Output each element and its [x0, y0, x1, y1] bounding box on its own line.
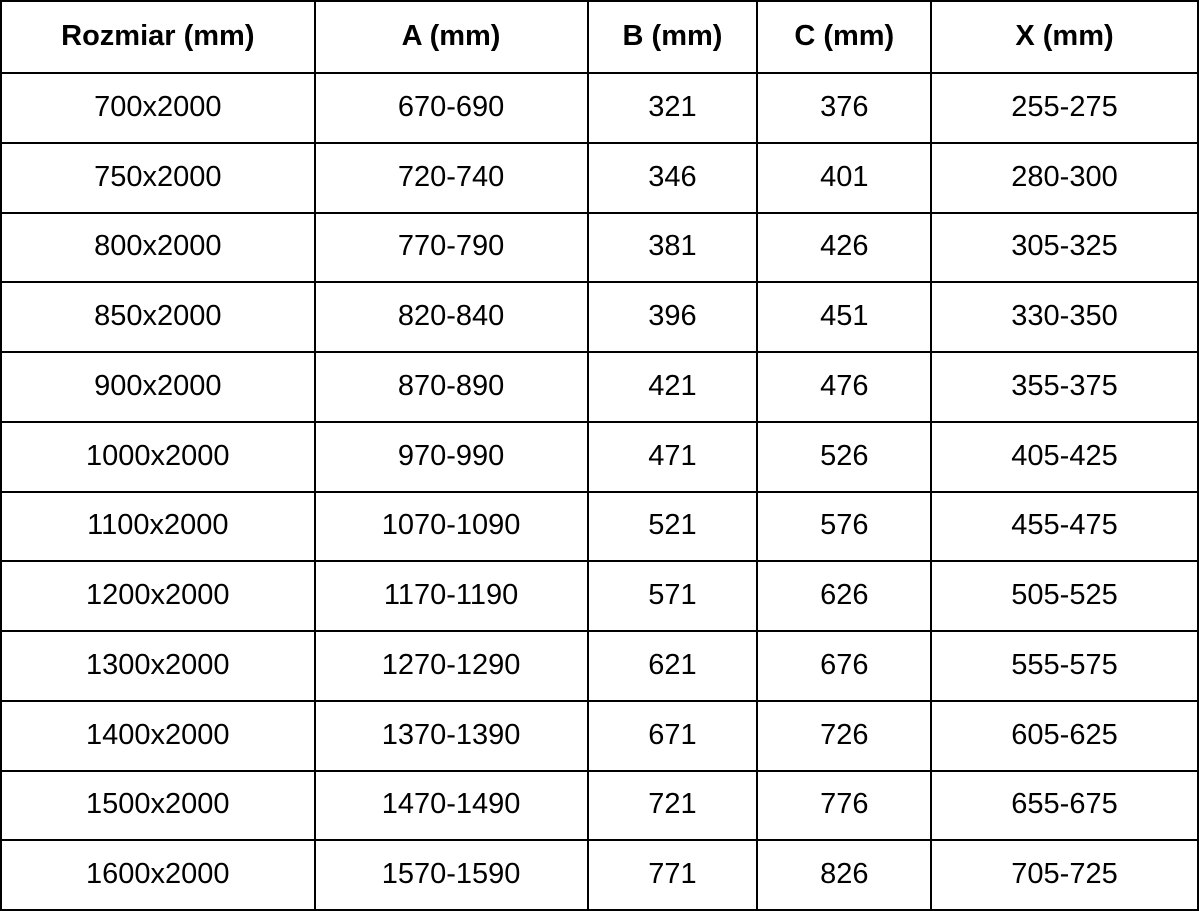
- column-header: A (mm): [315, 1, 588, 73]
- table-cell: 1200x2000: [1, 561, 315, 631]
- table-cell: 576: [757, 492, 931, 562]
- table-cell: 1070-1090: [315, 492, 588, 562]
- table-cell: 771: [588, 840, 758, 910]
- column-header: C (mm): [757, 1, 931, 73]
- table-cell: 455-475: [931, 492, 1198, 562]
- table-cell: 396: [588, 282, 758, 352]
- table-cell: 555-575: [931, 631, 1198, 701]
- table-cell: 870-890: [315, 352, 588, 422]
- table-row: [1, 701, 1198, 771]
- table-cell: 776: [757, 771, 931, 841]
- table-cell: 355-375: [931, 352, 1198, 422]
- table-row: [1, 73, 1198, 143]
- table-cell: 1600x2000: [1, 840, 315, 910]
- table-cell: 700x2000: [1, 73, 315, 143]
- column-header: Rozmiar (mm): [1, 1, 315, 73]
- table-cell: 720-740: [315, 143, 588, 213]
- table-cell: 726: [757, 701, 931, 771]
- table-cell: 655-675: [931, 771, 1198, 841]
- table-cell: 571: [588, 561, 758, 631]
- table-row: [1, 352, 1198, 422]
- table-cell: 1300x2000: [1, 631, 315, 701]
- table-row: [1, 492, 1198, 562]
- table-cell: 305-325: [931, 213, 1198, 283]
- table-cell: 1500x2000: [1, 771, 315, 841]
- table-row: [1, 213, 1198, 283]
- table-cell: 1570-1590: [315, 840, 588, 910]
- table-row: [1, 840, 1198, 910]
- table-cell: 521: [588, 492, 758, 562]
- table-cell: 676: [757, 631, 931, 701]
- table-row: [1, 561, 1198, 631]
- table-cell: 505-525: [931, 561, 1198, 631]
- table-cell: 671: [588, 701, 758, 771]
- header-row: [1, 1, 1198, 73]
- table-cell: 426: [757, 213, 931, 283]
- table-cell: 330-350: [931, 282, 1198, 352]
- column-header: X (mm): [931, 1, 1198, 73]
- table-cell: 770-790: [315, 213, 588, 283]
- table-cell: 255-275: [931, 73, 1198, 143]
- table-cell: 451: [757, 282, 931, 352]
- table-cell: 405-425: [931, 422, 1198, 492]
- table-cell: 621: [588, 631, 758, 701]
- table-cell: 1000x2000: [1, 422, 315, 492]
- table-cell: 900x2000: [1, 352, 315, 422]
- table-row: [1, 282, 1198, 352]
- column-header: B (mm): [588, 1, 758, 73]
- table-row: [1, 422, 1198, 492]
- table-cell: 721: [588, 771, 758, 841]
- table-cell: 1100x2000: [1, 492, 315, 562]
- table-cell: 800x2000: [1, 213, 315, 283]
- table-cell: 401: [757, 143, 931, 213]
- table-cell: 670-690: [315, 73, 588, 143]
- table-cell: 1470-1490: [315, 771, 588, 841]
- table-cell: 280-300: [931, 143, 1198, 213]
- table-cell: 826: [757, 840, 931, 910]
- table-row: [1, 771, 1198, 841]
- table-cell: 1170-1190: [315, 561, 588, 631]
- table-cell: 346: [588, 143, 758, 213]
- table-cell: 626: [757, 561, 931, 631]
- table-cell: 1400x2000: [1, 701, 315, 771]
- table-cell: 1370-1390: [315, 701, 588, 771]
- table-row: [1, 143, 1198, 213]
- table-cell: 321: [588, 73, 758, 143]
- table-cell: 381: [588, 213, 758, 283]
- table-cell: 476: [757, 352, 931, 422]
- table-cell: 421: [588, 352, 758, 422]
- table-body: [1, 73, 1198, 910]
- table-cell: 750x2000: [1, 143, 315, 213]
- table-cell: 605-625: [931, 701, 1198, 771]
- table-row: [1, 631, 1198, 701]
- table-cell: 820-840: [315, 282, 588, 352]
- table-cell: 526: [757, 422, 931, 492]
- table-cell: 376: [757, 73, 931, 143]
- table-cell: 1270-1290: [315, 631, 588, 701]
- table-cell: 970-990: [315, 422, 588, 492]
- table-cell: 705-725: [931, 840, 1198, 910]
- table-cell: 471: [588, 422, 758, 492]
- table-cell: 850x2000: [1, 282, 315, 352]
